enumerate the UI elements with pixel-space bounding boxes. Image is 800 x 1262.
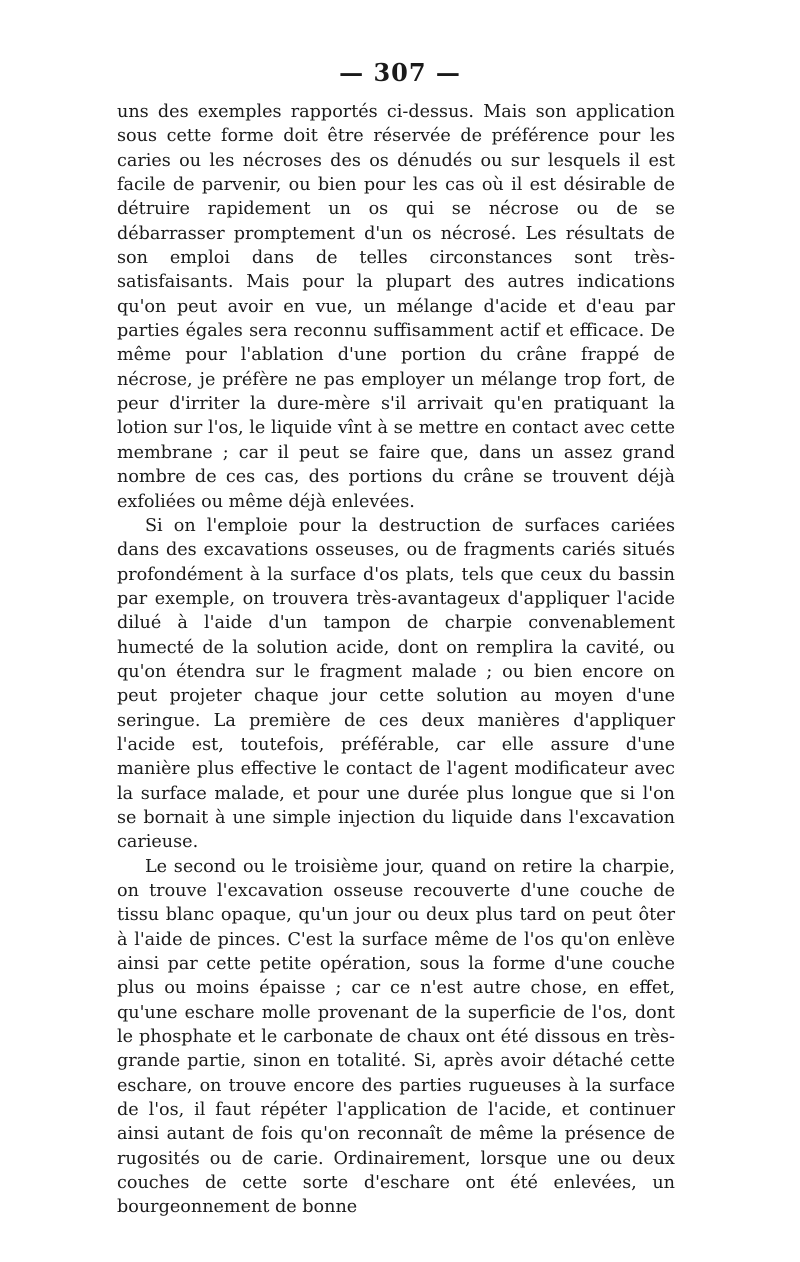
paragraph-continuation: uns des exemples rapportés ci-dessus. Mais son application sous cette forme doit être réservée de préférence pour les caries ou les nécroses des os dénudés ou sur lesquels il est facile de parvenir, ou bien pour les cas où il est désirable de détruire rapidement un os qui se nécrose ou de se débarrasser promptement d'un os nécrosé. Les résultats de son emploi dans de telles circonstances sont très-satisfaisants. Mais pour la plupart des autres indications qu'on peut avoir en vue, un mélange d'acide et d'eau par parties égales sera reconnu suffisamment actif et efficace. De même pour l'ablation d'une portion du crâne frappé de nécrose, je préfère ne pas employer un mélange trop fort, de peur d'irriter la dure-mère s'il arrivait qu'en pratiquant la lotion sur l'os, le liquide vînt à se mettre en contact avec cette membrane ; car il peut se faire que, dans un assez grand nombre de ces cas, des portions du crâne se trouvent déjà exfoliées ou même déjà enlevées. bbox=[117, 102, 675, 512]
paragraph-caries-excavations: Si on l'emploie pour la destruction de surfaces cariées dans des excavations osseuses, ou de fragments cariés situés profondément à la surface d'os plats, tels que ceux du bassin par exemple, on trouvera très-avantageux d'appliquer l'acide dilué à l'aide d'un tampon de charpie convenablement humecté de la solution acide, dont on remplira la cavité, ou qu'on étendra sur le fragment malade ; ou bien encore on peut projeter chaque jour cette solution au moyen d'une seringue. La première de ces deux manières d'appliquer l'acide est, toutefois, préférable, car elle assure d'une manière plus effective le contact de l'agent modificateur avec la surface malade, et pour une durée plus longue que si l'on se bornait à une simple injection du liquide dans l'excavation carieuse. bbox=[117, 515, 675, 853]
paragraph-second-day: Le second ou le troisième jour, quand on retire la charpie, on trouve l'excavation osseuse recouverte d'une couche de tissu blanc opaque, qu'un jour ou deux plus tard on peut ôter à l'aide de pinces. C'est la surface même de l'os qu'on enlève ainsi par cette petite opération, sous la forme d'une couche plus ou moins épaisse ; car ce n'est autre chose, en effet, qu'une eschare molle provenant de la superficie de l'os, dont le phosphate et le carbonate de chaux ont été dissous en très-grande partie, sinon en totalité. Si, après avoir détaché cette eschare, on trouve encore des parties rugueuses à la surface de l'os, il faut répéter l'application de l'acide, et continuer ainsi autant de fois qu'on reconnaît de même la présence de rugosités ou de carie. Ordinairement, lorsque une ou deux couches de cette sorte d'eschare ont été enlevées, un bourgeonnement de bonne bbox=[117, 856, 675, 1218]
page-number: — 307 — bbox=[339, 58, 461, 87]
body-text bbox=[117, 100, 675, 1220]
